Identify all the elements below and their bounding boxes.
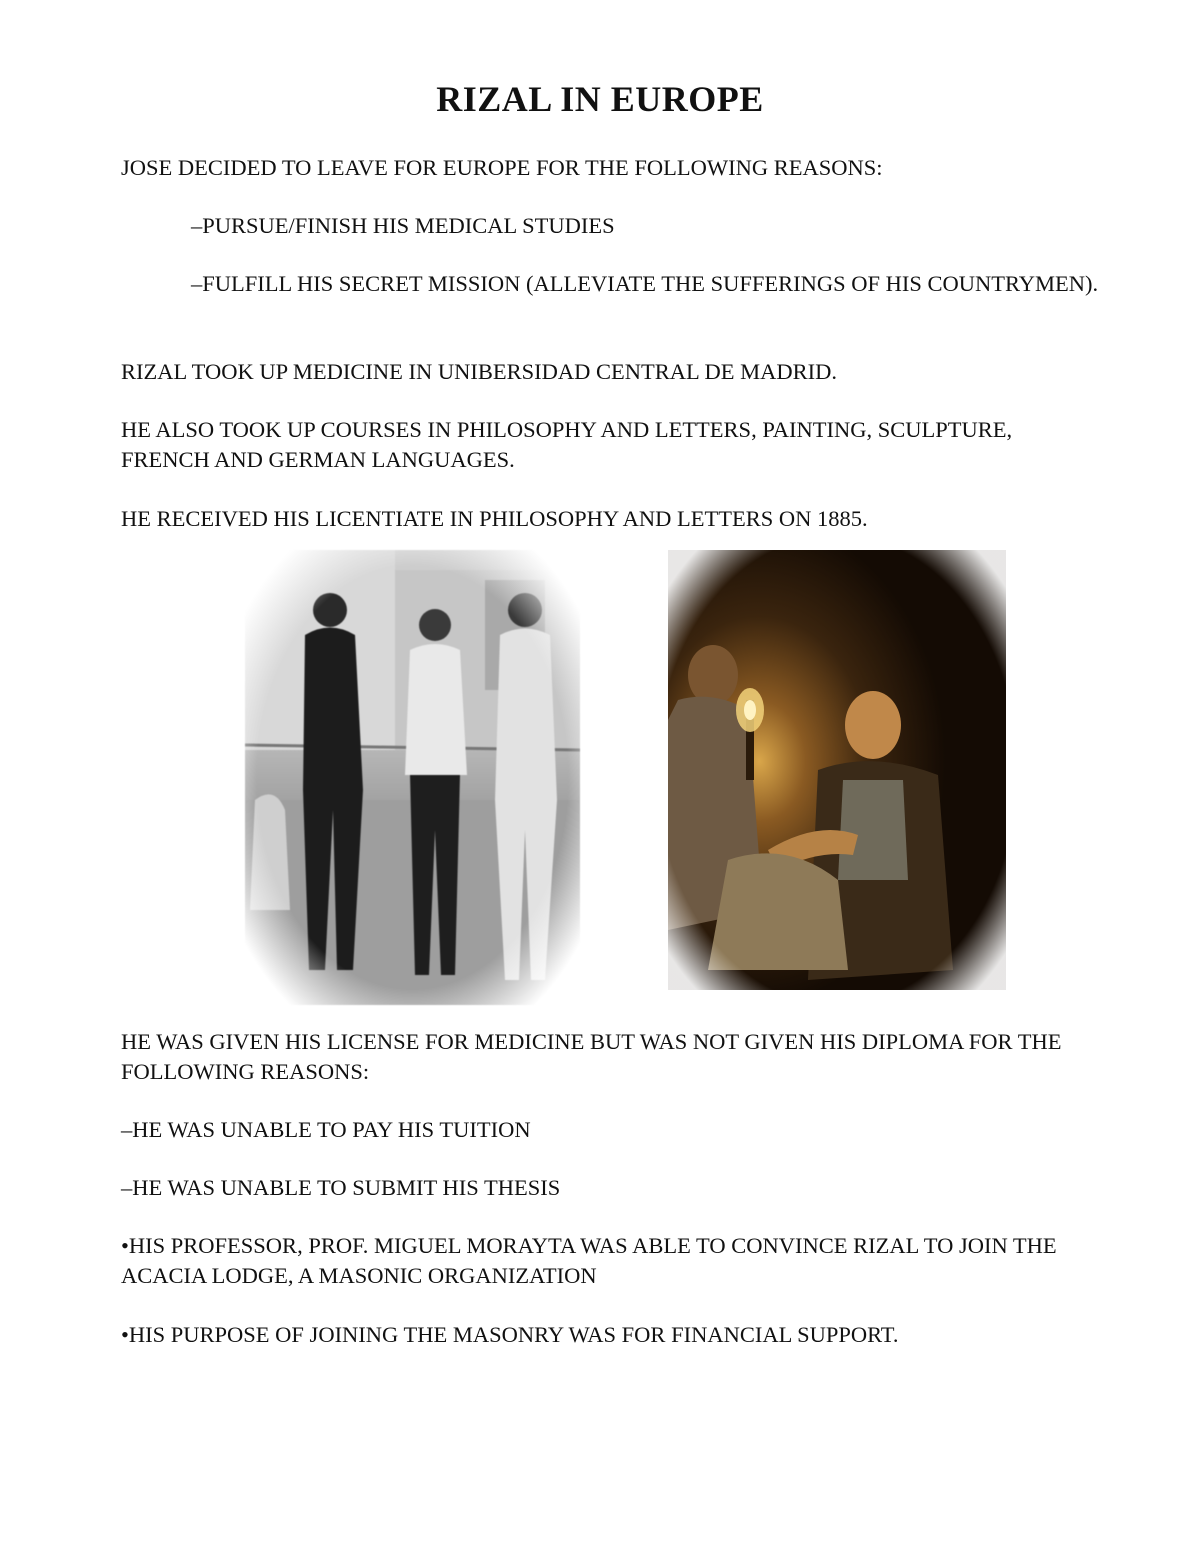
paragraph-reason-mission: –FULFILL HIS SECRET MISSION (ALLEVIATE THE SUFFERINGS OF HIS COUNTRYMEN).: [191, 271, 1099, 296]
paragraph-masonry-purpose: •HIS PURPOSE OF JOINING THE MASONRY WAS FOR FINANCIAL SUPPORT.: [121, 1322, 899, 1347]
paragraph-medicine-madrid: RIZAL TOOK UP MEDICINE IN UNIBERSIDAD CENTRAL DE MADRID.: [121, 359, 838, 384]
paragraph-other-courses: HE ALSO TOOK UP COURSES IN PHILOSOPHY AND LETTERS, PAINTING, SCULPTURE, FRENCH AND GERMAN LANGUAGES.: [121, 417, 1013, 472]
paragraph-reason-tuition: –HE WAS UNABLE TO PAY HIS TUITION: [121, 1117, 531, 1142]
photo-three-men: [245, 550, 580, 1005]
paragraph-license-no-diploma: HE WAS GIVEN HIS LICENSE FOR MEDICINE BUT WAS NOT GIVEN HIS DIPLOMA FOR THE FOLLOWING REASONS:: [121, 1029, 1062, 1084]
page-title: RIZAL IN EUROPE: [436, 79, 764, 119]
painting-candlelit-doctor: [668, 550, 1006, 990]
paragraph-reason-thesis: –HE WAS UNABLE TO SUBMIT HIS THESIS: [121, 1175, 561, 1200]
paragraph-reason-medical: –PURSUE/FINISH HIS MEDICAL STUDIES: [191, 213, 615, 238]
paragraph-licentiate: HE RECEIVED HIS LICENTIATE IN PHILOSOPHY AND LETTERS ON 1885.: [121, 506, 868, 531]
paragraph-morayta-acacia: •HIS PROFESSOR, PROF. MIGUEL MORAYTA WAS ABLE TO CONVINCE RIZAL TO JOIN THE ACACIA LODGE, A MASONIC ORGANIZATION: [121, 1233, 1057, 1288]
paragraph-reasons-intro: JOSE DECIDED TO LEAVE FOR EUROPE FOR THE FOLLOWING REASONS:: [121, 155, 883, 180]
